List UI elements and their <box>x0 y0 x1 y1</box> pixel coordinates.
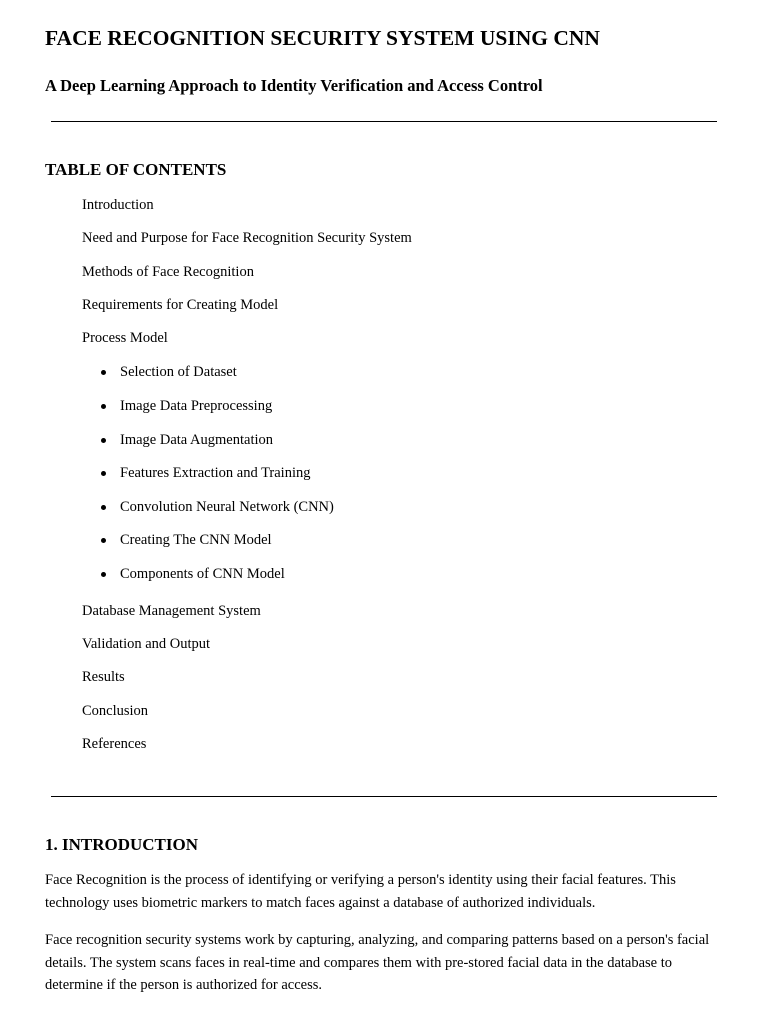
toc-subitem-label: Image Data Augmentation <box>120 432 274 448</box>
divider <box>51 796 717 797</box>
toc-subitem-label: Creating The CNN Model <box>120 532 272 548</box>
toc-item-label: Database Management System <box>82 603 261 619</box>
document-title: FACE RECOGNITION SECURITY SYSTEM USING CNN <box>45 26 600 50</box>
paragraph: Face Recognition is the process of identifying or verifying a person's identity using their facial features. This technology uses biometric markers to match faces against a database of authorized individuals. <box>45 872 676 911</box>
toc-subitem-label: Selection of Dataset <box>120 364 237 380</box>
toc-subitem-label: Convolution Neural Network (CNN) <box>120 499 334 515</box>
toc-subitem-label: Image Data Preprocessing <box>120 398 273 414</box>
section-heading: 1. INTRODUCTION <box>45 835 199 854</box>
toc-item-label: Process Model <box>82 330 168 346</box>
toc-item-label: Introduction <box>82 197 154 213</box>
bullet-icon <box>101 572 106 577</box>
toc-subitem-label: Features Extraction and Training <box>120 465 311 481</box>
toc-item-label: References <box>82 736 147 752</box>
bullet-icon <box>101 404 106 409</box>
toc-item-label: Results <box>82 669 125 685</box>
bullet-icon <box>101 438 106 443</box>
toc-heading: TABLE OF CONTENTS <box>45 160 227 179</box>
toc-subitem-label: Components of CNN Model <box>120 566 285 582</box>
bullet-icon <box>101 505 106 510</box>
divider <box>51 121 717 122</box>
bullet-icon <box>101 538 106 543</box>
document-subtitle: A Deep Learning Approach to Identity Verification and Access Control <box>45 76 543 95</box>
toc-item-label: Conclusion <box>82 703 149 719</box>
toc-item-label: Methods of Face Recognition <box>82 264 254 280</box>
toc-item-label: Need and Purpose for Face Recognition Security System <box>82 230 412 246</box>
toc-item-label: Requirements for Creating Model <box>82 297 279 313</box>
bullet-icon <box>101 471 106 476</box>
paragraph: Face recognition security systems work by capturing, analyzing, and comparing patterns based on a person's facial details. The system scans faces in real-time and compares them with pre-stored facial data in the database to determine if the person is authorized for access. <box>45 932 710 993</box>
toc-item-label: Validation and Output <box>82 636 211 652</box>
bullet-icon <box>101 370 106 375</box>
